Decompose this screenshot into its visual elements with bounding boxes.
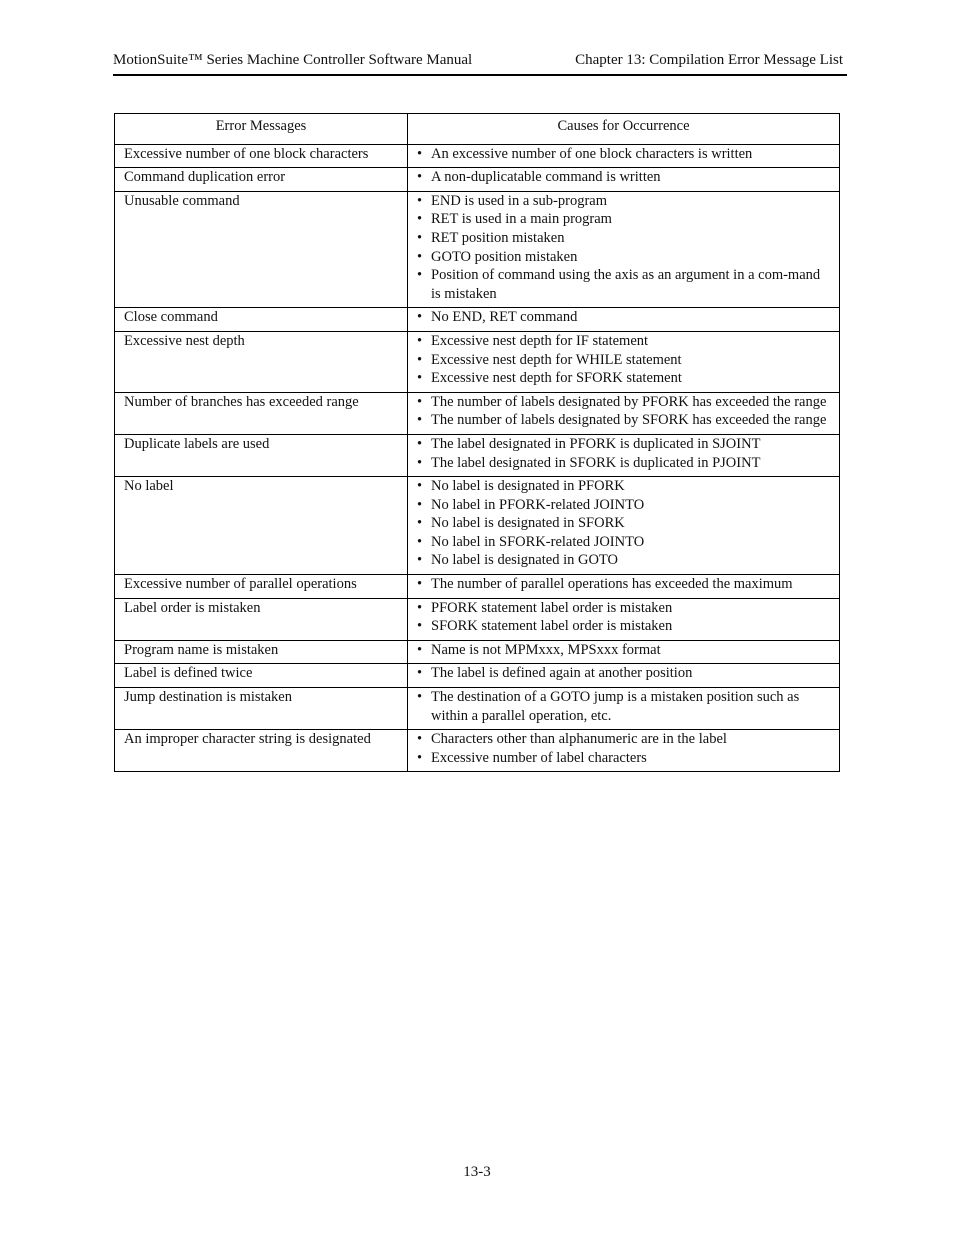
manual-title: MotionSuite™ Series Machine Controller Software Manual xyxy=(113,52,473,68)
causes-cell xyxy=(408,730,840,772)
cause-item: • Excessive nest depth for SFORK statement xyxy=(417,369,830,388)
table-row xyxy=(115,144,840,168)
cause-item: • No label in PFORK-related JOINTO xyxy=(417,496,830,515)
causes-list xyxy=(417,308,833,327)
causes-list xyxy=(417,145,833,164)
table-row xyxy=(115,434,840,476)
table-row xyxy=(115,730,840,772)
table-row xyxy=(115,477,840,575)
cause-item: • No label is designated in SFORK xyxy=(417,514,830,533)
cause-item: • The number of labels designated by PFORK has exceeded the range xyxy=(417,393,830,412)
cause-item: • No label is designated in GOTO xyxy=(417,551,830,570)
table-row xyxy=(115,392,840,434)
error-message-cell: Label is defined twice xyxy=(115,664,408,688)
cause-item: • The label designated in SFORK is duplicated in PJOINT xyxy=(417,454,830,473)
cause-item: • PFORK statement label order is mistaken xyxy=(417,599,830,618)
cause-item: • The number of labels designated by SFORK has exceeded the range xyxy=(417,411,830,430)
causes-cell xyxy=(408,331,840,392)
table-body xyxy=(115,144,840,772)
error-message-cell: Jump destination is mistaken xyxy=(115,688,408,730)
table-row xyxy=(115,168,840,192)
error-message-cell: Program name is mistaken xyxy=(115,640,408,664)
cause-item: • The label designated in PFORK is duplicated in SJOINT xyxy=(417,435,830,454)
causes-list xyxy=(417,730,833,767)
cause-item: • SFORK statement label order is mistaken xyxy=(417,617,830,636)
cause-item: • Excessive nest depth for WHILE statement xyxy=(417,351,830,370)
cause-item: • An excessive number of one block characters is written xyxy=(417,145,830,164)
causes-list xyxy=(417,664,833,683)
causes-cell xyxy=(408,392,840,434)
causes-list xyxy=(417,599,833,636)
error-message-cell: Excessive number of parallel operations xyxy=(115,575,408,599)
table-row xyxy=(115,598,840,640)
causes-list xyxy=(417,641,833,660)
causes-list xyxy=(417,332,833,388)
table-row xyxy=(115,640,840,664)
cause-item: • GOTO position mistaken xyxy=(417,248,830,267)
error-message-cell: Duplicate labels are used xyxy=(115,434,408,476)
error-message-cell: Unusable command xyxy=(115,191,408,308)
column-header-causes: Causes for Occurrence xyxy=(408,114,840,145)
cause-item: • Excessive number of label characters xyxy=(417,749,830,768)
cause-item: • RET is used in a main program xyxy=(417,210,830,229)
error-message-cell: No label xyxy=(115,477,408,575)
error-message-cell: Number of branches has exceeded range xyxy=(115,392,408,434)
cause-item: • No label in SFORK-related JOINTO xyxy=(417,533,830,552)
cause-item: • The destination of a GOTO jump is a mistaken position such as within a parallel operation, etc. xyxy=(417,688,830,725)
causes-cell xyxy=(408,640,840,664)
causes-list xyxy=(417,435,833,472)
causes-cell xyxy=(408,191,840,308)
cause-item: • The label is defined again at another position xyxy=(417,664,830,683)
causes-cell xyxy=(408,477,840,575)
error-message-cell: Label order is mistaken xyxy=(115,598,408,640)
causes-list xyxy=(417,477,833,570)
error-message-cell: Close command xyxy=(115,308,408,332)
causes-cell xyxy=(408,598,840,640)
error-message-cell: Excessive nest depth xyxy=(115,331,408,392)
causes-cell xyxy=(408,168,840,192)
cause-item: • No label is designated in PFORK xyxy=(417,477,830,496)
causes-cell xyxy=(408,144,840,168)
page-number: 13-3 xyxy=(463,1164,491,1180)
error-message-cell: Command duplication error xyxy=(115,168,408,192)
cause-item: • Characters other than alphanumeric are in the label xyxy=(417,730,830,749)
error-message-table xyxy=(114,113,840,772)
error-message-cell: Excessive number of one block characters xyxy=(115,144,408,168)
causes-cell xyxy=(408,434,840,476)
table-row xyxy=(115,575,840,599)
cause-item: • END is used in a sub-program xyxy=(417,192,830,211)
table-header-row xyxy=(115,114,840,145)
cause-item: • Excessive nest depth for IF statement xyxy=(417,332,830,351)
causes-list xyxy=(417,168,833,187)
causes-list xyxy=(417,575,833,594)
cause-item: • The number of parallel operations has exceeded the maximum xyxy=(417,575,830,594)
column-header-error-messages: Error Messages xyxy=(115,114,408,145)
table-row xyxy=(115,664,840,688)
cause-item: • A non-duplicatable command is written xyxy=(417,168,830,187)
causes-cell xyxy=(408,575,840,599)
causes-cell xyxy=(408,688,840,730)
causes-cell xyxy=(408,308,840,332)
causes-cell xyxy=(408,664,840,688)
error-message-cell: An improper character string is designated xyxy=(115,730,408,772)
table-row xyxy=(115,688,840,730)
cause-item: • Position of command using the axis as an argument in a com-mand is mistaken xyxy=(417,266,830,303)
cause-item: • RET position mistaken xyxy=(417,229,830,248)
chapter-title: Chapter 13: Compilation Error Message List xyxy=(575,52,843,68)
causes-list xyxy=(417,192,833,304)
cause-item: • Name is not MPMxxx, MPSxxx format xyxy=(417,641,830,660)
causes-list xyxy=(417,688,833,725)
causes-list xyxy=(417,393,833,430)
table-row xyxy=(115,331,840,392)
table-row xyxy=(115,308,840,332)
cause-item: • No END, RET command xyxy=(417,308,830,327)
header-rule xyxy=(113,74,847,76)
table-row xyxy=(115,191,840,308)
